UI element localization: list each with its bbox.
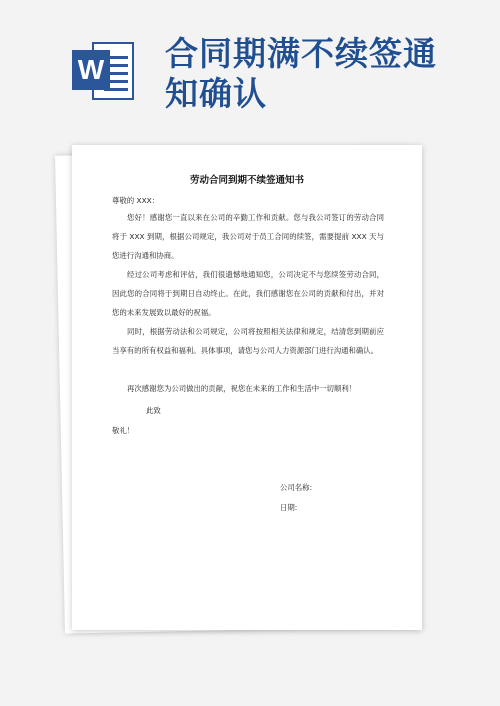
paragraph-3: 同时，根据劳动法和公司规定，公司将按照相关法律和规定，结清您到期前应当享有的所有权益和福利。具体事项，请您与公司人力资源部门进行沟通和确认。 — [112, 327, 384, 355]
page-title-line-1: 合同期满不续签通 — [165, 34, 437, 73]
document-page — [72, 145, 422, 630]
greeting: 尊敬的 XXX： — [112, 196, 160, 205]
paragraph-2: 经过公司考虑和评估，我们很遗憾地通知您，公司决定不与您续签劳动合同，因此您的合同将于到期日自动终止。在此，我们感谢您在公司的贡献和付出，并对您的未来发展致以最好的祝福。 — [112, 270, 384, 317]
closing-salutation: 此致 — [146, 406, 161, 415]
header-banner — [0, 0, 500, 120]
company-name-label: 公司名称: — [280, 483, 313, 492]
document-title: 劳动合同到期不续签通知书 — [189, 175, 304, 186]
date-label: 日期: — [280, 503, 298, 512]
paragraph-1: 您好！感谢您一直以来在公司的辛勤工作和贡献。您与我公司签订的劳动合同将于 XXX 到期，根据公司规定，我公司对于员工合同的续签，需要提前 XXX 天与您进行沟通和协商。 — [112, 213, 384, 260]
paragraph-4: 再次感谢您为公司做出的贡献，祝您在未来的工作和生活中一切顺利！ — [127, 384, 357, 393]
page-title-line-2: 知确认 — [165, 74, 267, 113]
word-document-icon: W — [72, 40, 136, 102]
closing-regards: 敬礼！ — [112, 426, 135, 435]
